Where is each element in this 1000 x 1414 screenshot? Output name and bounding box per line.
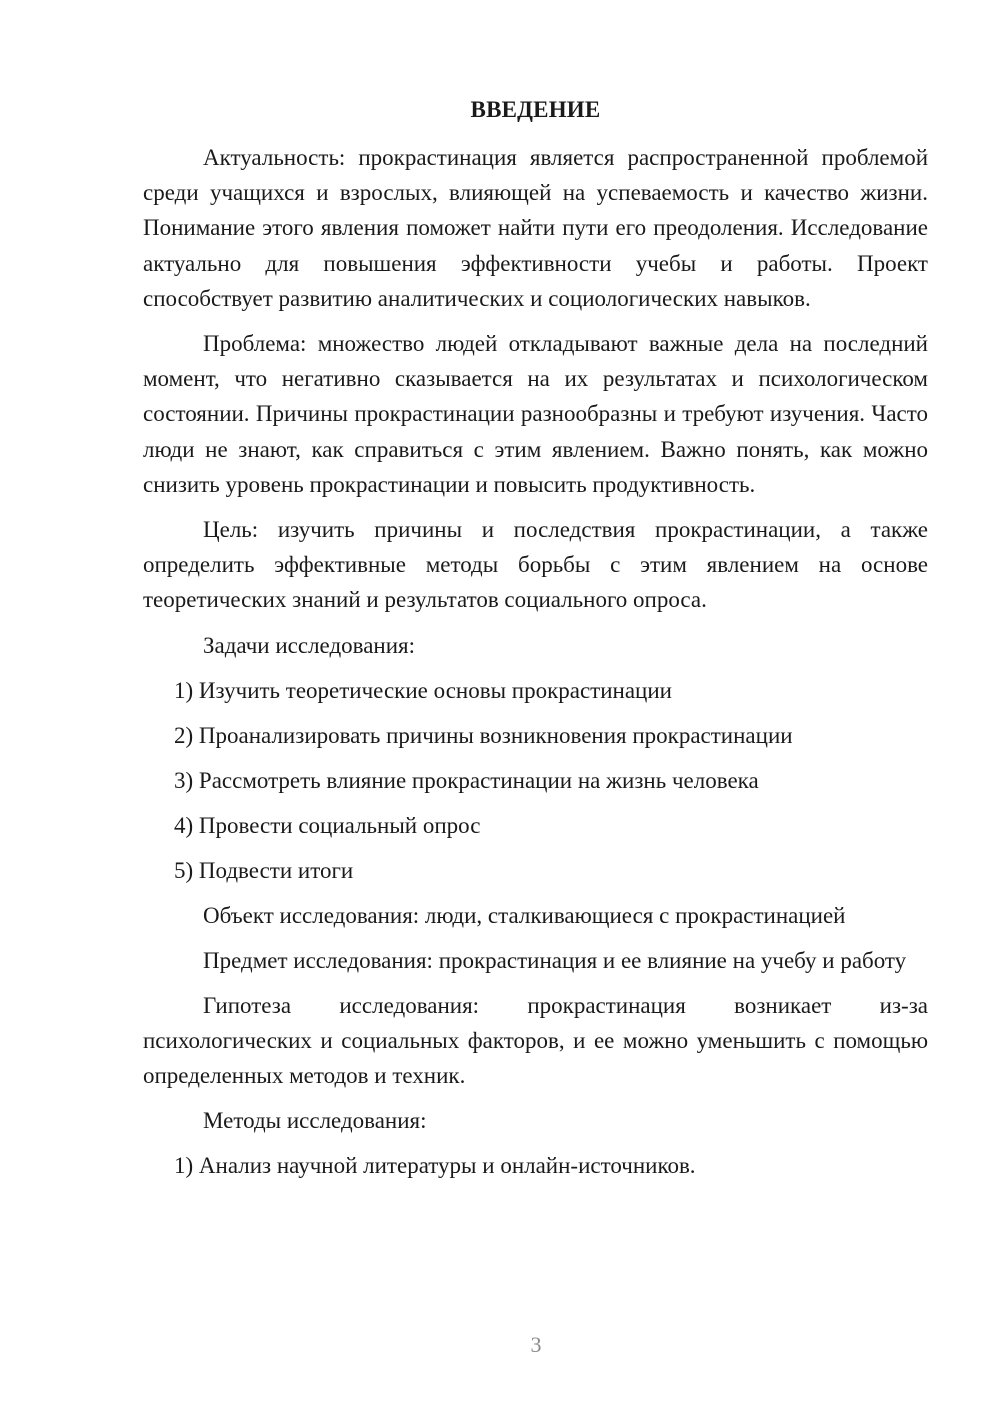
relevance-paragraph: Актуальность: прокрастинация является распространенной проблемой среди учащихся и взрослых, влияющей на успеваемость и качество жизни. Понимание этого явления поможет найти пути его преодоления. Исследование актуально для повышения эффективности учебы и работы. Проект способствует развитию аналитических и социологических навыков. bbox=[143, 145, 928, 311]
task-item: 4) Провести социальный опрос bbox=[174, 812, 481, 838]
research-subject: Предмет исследования: прокрастинация и ее влияние на учебу и работу bbox=[203, 947, 907, 973]
section-heading: ВВЕДЕНИЕ bbox=[470, 97, 601, 122]
research-hypothesis: Гипотеза исследования: прокрастинация возникает из-за психологических и социальных факторов, и ее можно уменьшить с помощью определенных методов и техник. bbox=[143, 992, 928, 1089]
goal-paragraph: Цель: изучить причины и последствия прокрастинации, а также определить эффективные методы борьбы с этим явлением на основе теоретических знаний и результатов социального опроса. bbox=[143, 517, 928, 613]
task-item: 5) Подвести итоги bbox=[174, 857, 354, 883]
methods-heading: Методы исследования: bbox=[203, 1108, 427, 1134]
task-item: 1) Изучить теоретические основы прокрастинации bbox=[174, 677, 672, 703]
page-number: 3 bbox=[530, 1332, 542, 1357]
tasks-heading: Задачи исследования: bbox=[203, 632, 416, 658]
document-page bbox=[143, 92, 928, 1193]
method-item: 1) Анализ научной литературы и онлайн-источников. bbox=[174, 1153, 696, 1179]
task-item: 3) Рассмотреть влияние прокрастинации на жизнь человека bbox=[174, 767, 759, 793]
research-object: Объект исследования: люди, сталкивающиеся с прокрастинацией bbox=[203, 902, 846, 928]
problem-paragraph: Проблема: множество людей откладывают важные дела на последний момент, что негативно сказывается на их результатах и психологическом состоянии. Причины прокрастинации разнообразны и требуют изучения. Часто люди не знают, как справиться с этим явлением. Важно понять, как можно снизить уровень прокрастинации и повысить продуктивность. bbox=[143, 331, 928, 497]
task-item: 2) Проанализировать причины возникновения прокрастинации bbox=[174, 722, 793, 748]
